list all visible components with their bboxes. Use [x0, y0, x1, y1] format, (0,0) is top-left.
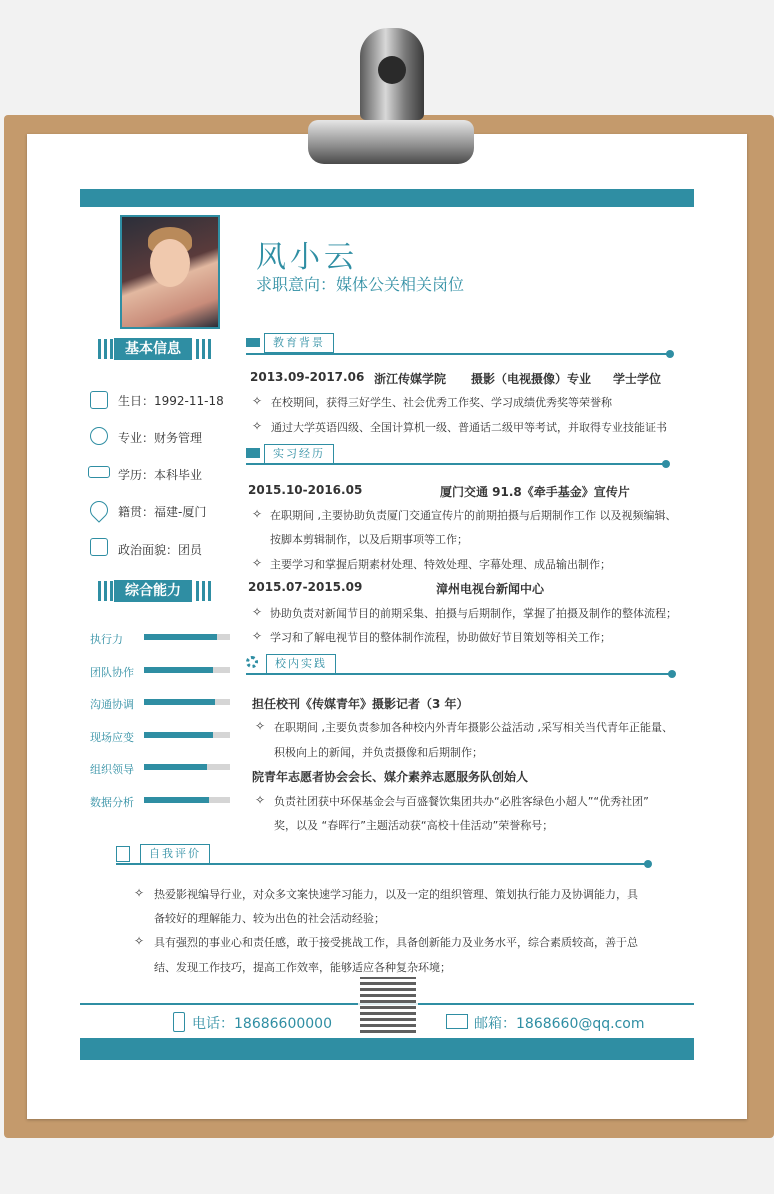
- skill-label: 沟通协调: [90, 698, 134, 711]
- skill-label: 数据分析: [90, 795, 134, 809]
- person-gear-icon: [90, 427, 108, 445]
- briefcase-icon: [246, 448, 260, 458]
- self-bullet: 备较好的理解能力、较为出色的社会活动经验；: [154, 912, 385, 925]
- skill-bar-fill: [144, 699, 215, 705]
- section-education: [246, 333, 676, 353]
- section-self-evaluation: [116, 844, 656, 864]
- email-address: 邮箱：1868660@qq.com: [474, 1016, 645, 1032]
- skill-bar-fill: [144, 764, 207, 770]
- job-bullet: 协助负责对新闻节目的前期采集、拍摄与后期制作，掌握了拍摄及制作的整体流程；: [270, 607, 677, 620]
- job-period: 2015.07-2015.09: [248, 580, 363, 594]
- qr-code-icon: [358, 975, 418, 1035]
- section-label: 自我评价: [140, 844, 210, 864]
- avatar: [120, 215, 220, 329]
- job-bullet: 在职期间 ,主要协助负责厦门交通宣传片的前期拍摄与后期制作工作 以及视频编辑、: [270, 509, 677, 522]
- campus-bullet: 负责社团获中环保基金会与百盛餐饮集团共办“必胜客绿色小超人”“优秀社团”: [274, 795, 649, 808]
- campus-role: 院青年志愿者协会会长、媒介素养志愿服务队创始人: [252, 770, 529, 784]
- section-label: 教育背景: [264, 333, 334, 353]
- edu-period: 2013.09-2017.06: [250, 370, 365, 384]
- id-card-icon: [90, 538, 108, 556]
- job-bullet: 按脚本剪辑制作，以及后期事项等工作；: [270, 533, 468, 546]
- skill-bar-fill: [144, 634, 217, 640]
- phone-number: 电话：18686600000: [192, 1016, 332, 1032]
- skill-bar-fill: [144, 667, 213, 673]
- campus-bullet: 奖，以及 “春晖行”主题活动获“高校十佳活动”荣誉称号；: [274, 819, 554, 832]
- education-level: 学历：本科毕业: [118, 468, 203, 482]
- birthday: 生日：1992-11-18: [118, 394, 224, 408]
- section-label: 校内实践: [266, 654, 336, 674]
- edu-major: 摄影（电视摄像）专业: [471, 372, 592, 386]
- self-bullet: 具有强烈的事业心和责任感，敢于接受挑战工作，具备创新能力及业务水平，综合素质较高，善于总: [154, 936, 638, 949]
- skill-bar: [144, 797, 230, 803]
- phone-icon: [173, 1012, 185, 1032]
- skill-label: 执行力: [90, 633, 123, 646]
- skill-bar-fill: [144, 732, 213, 738]
- binder-clip-hole: [378, 56, 406, 84]
- job-org: 厦门交通 91.8《牵手基金》宣传片: [440, 485, 630, 499]
- edu-degree: 学士学位: [613, 372, 662, 386]
- header-bar: [80, 189, 694, 207]
- self-bullet: 结、发现工作技巧，提高工作效率，能够适应各种复杂环境；: [154, 961, 451, 974]
- skill-bar: [144, 764, 230, 770]
- campus-bullet: 在职期间 ,主要负责参加各种校内外青年摄影公益活动 ,采写相关当代青年正能量、: [274, 721, 673, 734]
- self-bullet: 热爱影视编导行业，对众多文案快速学习能力，以及一定的组织管理、策划执行能力及协调能力，具: [154, 888, 638, 901]
- mail-icon: [446, 1014, 468, 1029]
- section-label: 实习经历: [264, 444, 334, 464]
- skill-bar: [144, 667, 230, 673]
- edu-bullet: 通过大学英语四级、全国计算机一级、普通话二级甲等考试，并取得专业技能证书: [271, 421, 667, 434]
- footer-bar: [80, 1038, 694, 1060]
- job-bullet: 学习和了解电视节目的整体制作流程，协助做好节目策划等相关工作；: [270, 631, 611, 644]
- skill-bar: [144, 699, 230, 705]
- section-internship: [246, 444, 676, 464]
- political-status: 政治面貌：团员: [118, 543, 203, 557]
- campus-role: 担任校刊《传媒青年》摄影记者（3 年）: [252, 697, 469, 711]
- skill-bar: [144, 634, 230, 640]
- job-period: 2015.10-2016.05: [248, 483, 363, 497]
- hometown: 籍贯：福建-厦门: [118, 505, 207, 519]
- edu-school: 浙江传媒学院: [374, 372, 447, 386]
- skill-label: 现场应变: [90, 730, 134, 744]
- skill-bar: [144, 732, 230, 738]
- page-title: 风小云: [256, 240, 358, 275]
- gear-icon: [246, 656, 258, 668]
- campus-bullet: 积极向上的新闻，并负责摄像和后期制作；: [274, 746, 483, 759]
- section-campus: [246, 654, 676, 674]
- job-bullet: 主要学习和掌握后期素材处理、特效处理、字幕处理、成品输出制作；: [270, 558, 611, 571]
- graduation-cap-icon: [246, 338, 260, 347]
- skill-bar-fill: [144, 797, 209, 803]
- skill-label: 团队协作: [90, 665, 134, 679]
- binder-clip-base: [308, 120, 474, 164]
- major: 专业：财务管理: [118, 431, 203, 445]
- skill-label: 组织领导: [90, 763, 134, 776]
- skills-title: 综合能力: [114, 580, 192, 602]
- graduation-cap-icon: [88, 466, 110, 478]
- job-org: 漳州电视台新闻中心: [436, 582, 545, 596]
- basic-info-title: 基本信息: [114, 338, 192, 360]
- calendar-icon: [90, 391, 108, 409]
- edu-bullet: 在校期间，获得三好学生、社会优秀工作奖、学习成绩优秀奖等荣誉称: [271, 396, 612, 409]
- document-icon: [116, 846, 130, 862]
- job-objective: 求职意向：媒体公关相关岗位: [256, 275, 465, 294]
